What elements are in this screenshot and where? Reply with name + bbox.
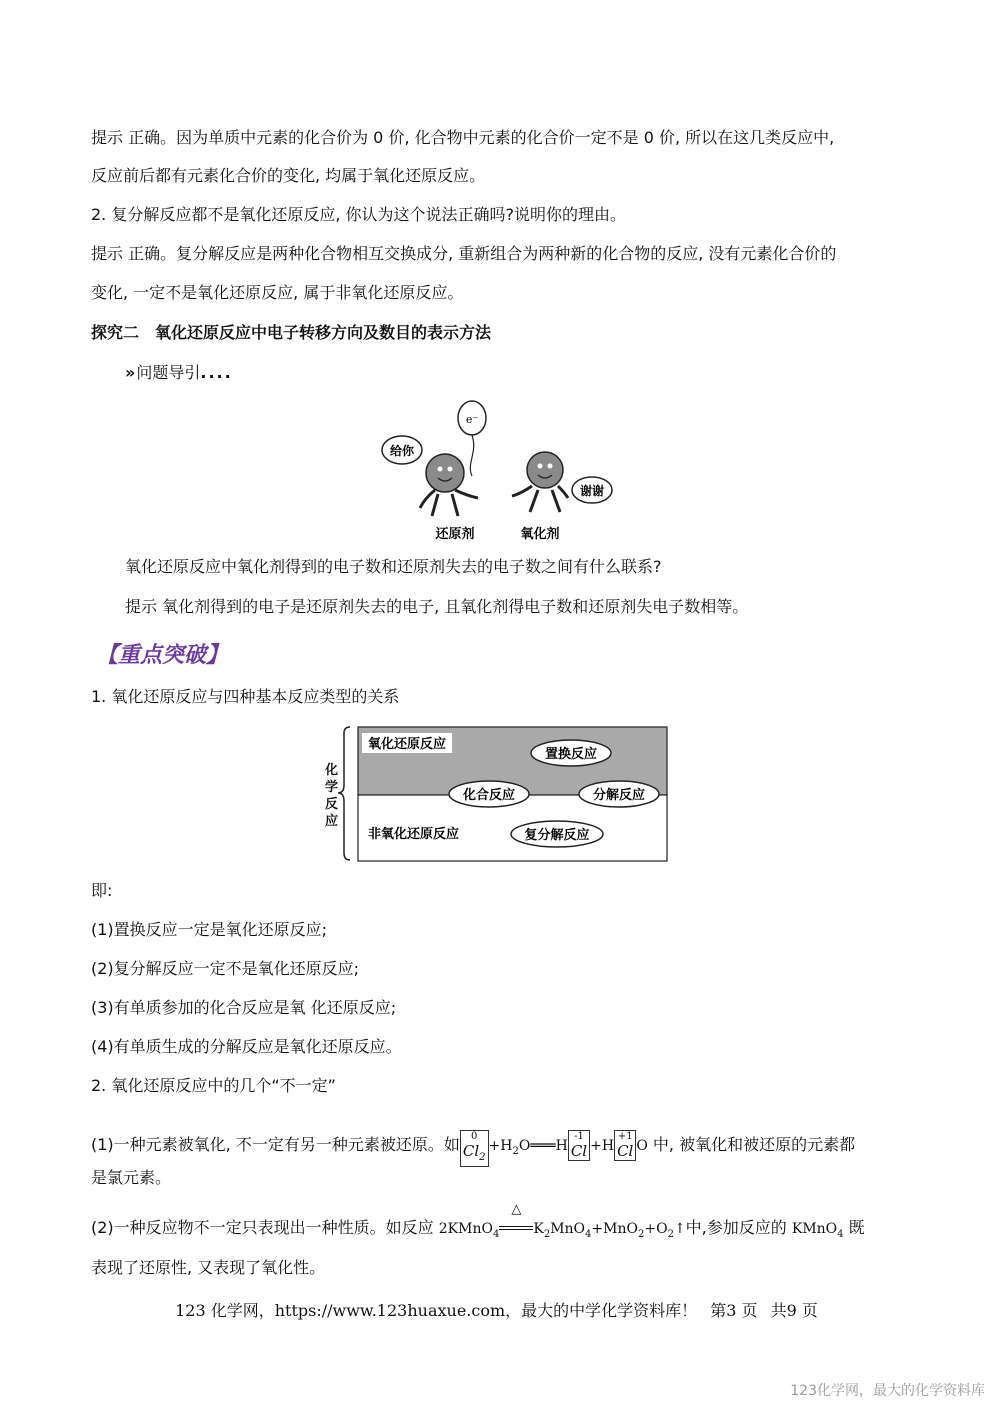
key-points-heading: 【重点突破】 [96,642,229,668]
item-2: (2)复分解反应一定不是氧化还原反应; [91,959,360,978]
p2-2-post: 中,参加反应的 [685,1218,787,1237]
oval-combination-text: 化合反应 [462,788,516,803]
p2-2-line2: 表现了还原性, 又表现了氧化性。 [91,1258,326,1277]
speech-left-text: 给你 [389,444,415,458]
page-footer [0,1298,993,1321]
kmno4-inline: KMnO$_4$ [791,1221,844,1240]
watermark: 123化学网，最大的化学资料库 [790,1383,985,1399]
guide-dots: .... [200,363,233,382]
p2-1-line2: 是氯元素。 [91,1168,172,1187]
eq1-o: O [636,1138,648,1154]
p2-2-pre: (2)一种反应物不一定只表现出一种性质。如反应 [91,1218,434,1237]
p2-2-ji: 既 [848,1218,865,1237]
gas-arrow-icon: ↑ [673,1221,686,1237]
electron-transfer-cartoon [380,398,620,544]
reducer-character [426,454,464,492]
label-reducer: 还原剂 [435,527,475,542]
label-oxidizer: 氧化剂 [520,527,560,542]
hint2-line2: 变化, 一定不是氧化还原反应, 属于非氧化还原反应。 [91,283,464,302]
point1-title: 1. 氧化还原反应与四种基本反应类型的关系 [91,687,400,706]
footer-total-pages: 共9 页 [770,1301,818,1320]
hint3: 提示 氧化剂得到的电子是还原剂失去的电子, 且氧化剂得电子数和还原剂失电子数相等。 [125,597,749,616]
redox-label: 氧化还原反应 [368,737,447,752]
oval-decomposition-text: 分解反应 [592,788,646,803]
oval-replacement-text: 置换反应 [544,747,598,762]
hint1-line2: 反应前后都有元素化合价的变化, 均属于氧化还原反应。 [91,166,486,185]
question-2: 2. 复分解反应都不是氧化还原反应, 你认为这个说法正确吗?说明你的理由。 [91,205,627,224]
question-electron: 氧化还原反应中氧化剂得到的电子数和还原剂失去的电子数之间有什么联系? [125,557,662,576]
hint1-line1: 提示 正确。因为单质中元素的化合价为 0 价, 化合物中元素的化合价一定不是 0 价, 所以在这几类反应中, [91,128,835,147]
cl2-oxidation-box: 0 $Cl_2$ [460,1130,489,1167]
balloon-string [470,435,473,476]
oxidizer-character [527,452,563,488]
heat-triangle-icon: △ [511,1202,522,1217]
footer-site-text: 123 化学网，https://www.123huaxue.com，最大的中学化学资料库！ [175,1301,698,1320]
reaction-type-diagram [322,723,672,865]
p2-1-post: 中, 被氧化和被还原的元素都 [652,1135,856,1154]
double-chevron-icon: » [125,363,133,382]
speech-right-text: 谢谢 [579,484,605,498]
eq1-plus-water: $+H_2O═══H$ [488,1138,568,1157]
non-redox-label: 非氧化还原反应 [368,827,460,842]
eq1-plus-h: +H [590,1138,615,1154]
cl-minus-box: -1 Cl [568,1130,590,1161]
ji-label: 即: [91,881,113,900]
item-3: (3)有单质参加的化合反应是氧 化还原反应; [91,998,397,1017]
point2-title: 2. 氧化还原反应中的几个“不一定” [91,1076,336,1095]
oval-double-decomposition-text: 复分解反应 [524,828,590,843]
chemical-reaction-label: 化学反应 [325,763,339,829]
hint2-line1: 提示 正确。复分解反应是两种化合物相互交换成分, 重新组合为两种新的化合物的反应, 没有元素化合价的 [91,244,837,263]
item-1: (1)置换反应一定是氧化还原反应; [91,920,328,939]
explore-2-heading: 探究二 氧化还原反应中电子转移方向及数目的表示方法 [91,323,492,342]
not-necessarily-2 [91,1202,865,1245]
balloon-electron-label: e⁻ [465,413,479,426]
heat-condition [499,1202,533,1239]
p2-1-pre: (1)一种元素被氧化, 不一定有另一种元素被还原。如 [91,1135,460,1154]
footer-page-number: 第3 页 [710,1301,758,1320]
cl-plus-box: +1 Cl [614,1130,636,1161]
eq2: 2KMnO$_4$ △ $K_2MnO_4+MnO_2+O_2↑$ [438,1202,686,1240]
guide-label: 问题导引 [136,363,201,382]
problem-guide [125,363,233,383]
item-4: (4)有单质生成的分解反应是氧化还原反应。 [91,1037,402,1056]
not-necessarily-1 [91,1130,855,1167]
